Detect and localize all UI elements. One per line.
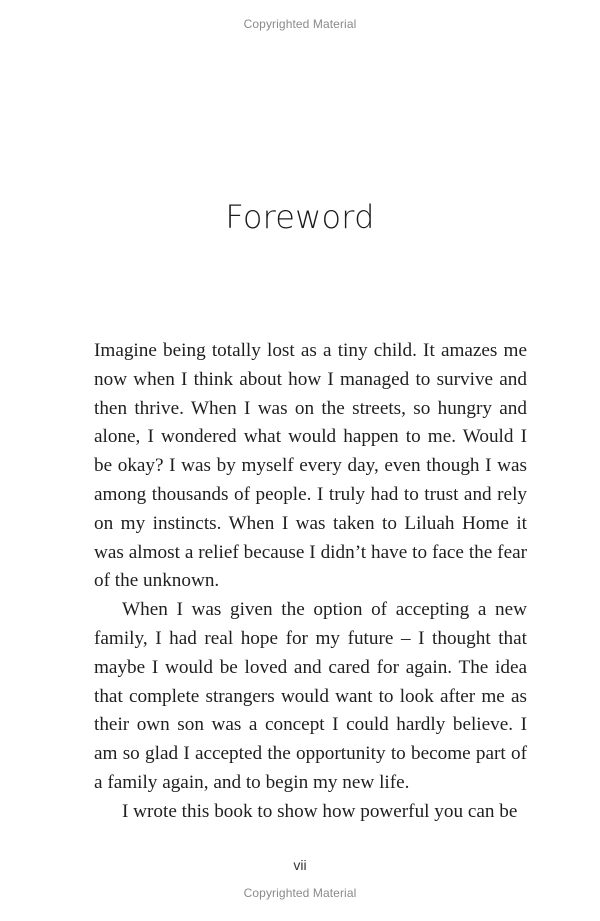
paragraph-1: Imagine being totally lost as a tiny child. It amazes me now when I think about how I managed to survive and then thrive. When I was on the streets, so hungry and alone, I wondered what would happen to me. Would I be okay? I was by myself every day, even though I was among thousands of people. I truly had to trust and rely on my instincts. When I was taken to Liluah Home it was almost a relief because I didn’t have to face the fear of the unknown.: [94, 340, 527, 592]
paragraph-2: When I was given the option of accepting a new family, I had real hope for my future – I thought that maybe I would be loved and cared for again. The idea that complete strangers would want to look after me as their own son was a concept I could hardly believe. I am so glad I accepted the opportunity to become part of a family again, and to begin my new life.: [94, 599, 527, 793]
chapter-title: Foreword: [225, 198, 375, 236]
copyright-watermark-bottom: Copyrighted Material: [243, 886, 357, 900]
copyright-watermark-top: Copyrighted Material: [243, 17, 357, 31]
page-number: vii: [293, 857, 307, 873]
body-text: [94, 337, 527, 827]
paragraph-3: I wrote this book to show how powerful you can be: [122, 800, 518, 822]
